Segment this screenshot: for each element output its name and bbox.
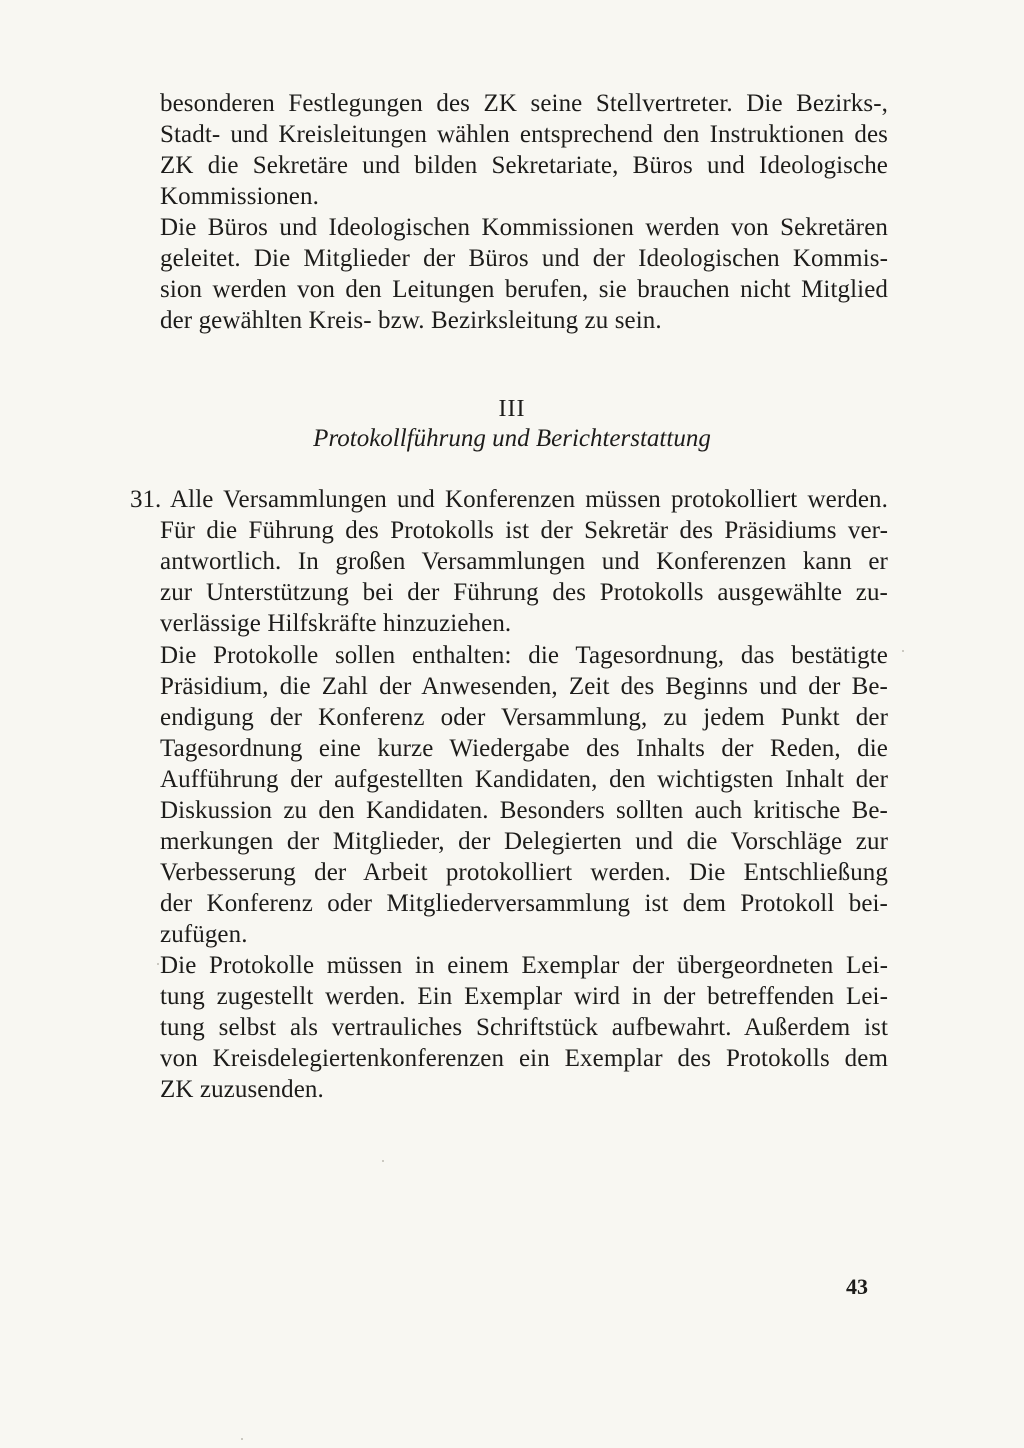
scan-speck [157, 963, 159, 965]
text-line: Für die Führung des Protokolls ist der Sekretär des Präsidiums ver- [160, 517, 888, 544]
text-line: Stadt- und Kreisleitungen wählen entsprechend den Instruktionen des [160, 121, 888, 148]
text-line: Präsidium, die Zahl der Anwesenden, Zeit des Beginns und der Be- [160, 673, 888, 700]
text-line: verlässige Hilfskräfte hinzuziehen. [160, 610, 512, 637]
text-line: Kommissionen. [160, 183, 319, 210]
scan-speck [241, 1438, 243, 1440]
text-line: merkungen der Mitglieder, der Delegierten und die Vorschläge zur [160, 828, 888, 855]
page-number: 43 [846, 1274, 868, 1299]
item-number: 31. [130, 486, 162, 513]
text-line: antwortlich. In großen Versammlungen und Konferenzen kann er [160, 548, 888, 575]
text-line: Tagesordnung eine kurze Wiedergabe des Inhalts der Reden, die [160, 735, 888, 762]
text-line: Die Protokolle sollen enthalten: die Tagesordnung, das bestätigte [160, 642, 888, 669]
scan-speck [902, 650, 904, 652]
text-line: endigung der Konferenz oder Versammlung, zu jedem Punkt der [160, 704, 888, 731]
text-line: geleitet. Die Mitglieder der Büros und der Ideologischen Kommis- [160, 245, 888, 272]
text-line: zufügen. [160, 921, 248, 948]
text-line: Aufführung der aufgestellten Kandidaten, den wichtigsten Inhalt der [160, 766, 888, 793]
text-line: Die Protokolle müssen in einem Exemplar der übergeordneten Lei- [160, 952, 888, 979]
text-line: ZK zuzusenden. [160, 1076, 324, 1103]
section-title: Protokollführung und Berichterstattung [313, 425, 711, 452]
text-line: der gewählten Kreis- bzw. Bezirksleitung zu sein. [160, 307, 662, 334]
text-line: zur Unterstützung bei der Führung des Protokolls ausgewählte zu- [160, 579, 888, 606]
text-line: Die Büros und Ideologischen Kommissionen werden von Sekretären [160, 214, 888, 241]
text-line: der Konferenz oder Mitgliederversammlung ist dem Protokoll bei- [160, 890, 888, 917]
section-roman-numeral: III [498, 396, 526, 422]
text-line: besonderen Festlegungen des ZK seine Stellvertreter. Die Bezirks-, [160, 90, 888, 117]
scan-speck [382, 1160, 384, 1162]
text-line: Verbesserung der Arbeit protokolliert werden. Die Entschließung [160, 859, 888, 886]
text-line: sion werden von den Leitungen berufen, sie brauchen nicht Mitglied [160, 276, 888, 303]
text-line: von Kreisdelegiertenkonferenzen ein Exemplar des Protokolls dem [160, 1045, 888, 1072]
text-line: tung zugestellt werden. Ein Exemplar wird in der betreffenden Lei- [160, 983, 888, 1010]
text-line: ZK die Sekretäre und bilden Sekretariate, Büros und Ideologische [160, 152, 888, 179]
text-line: tung selbst als vertrauliches Schriftstück aufbewahrt. Außerdem ist [160, 1014, 888, 1041]
text-line: Alle Versammlungen und Konferenzen müssen protokolliert werden. [170, 486, 888, 513]
text-line: Diskussion zu den Kandidaten. Besonders sollten auch kritische Be- [160, 797, 888, 824]
